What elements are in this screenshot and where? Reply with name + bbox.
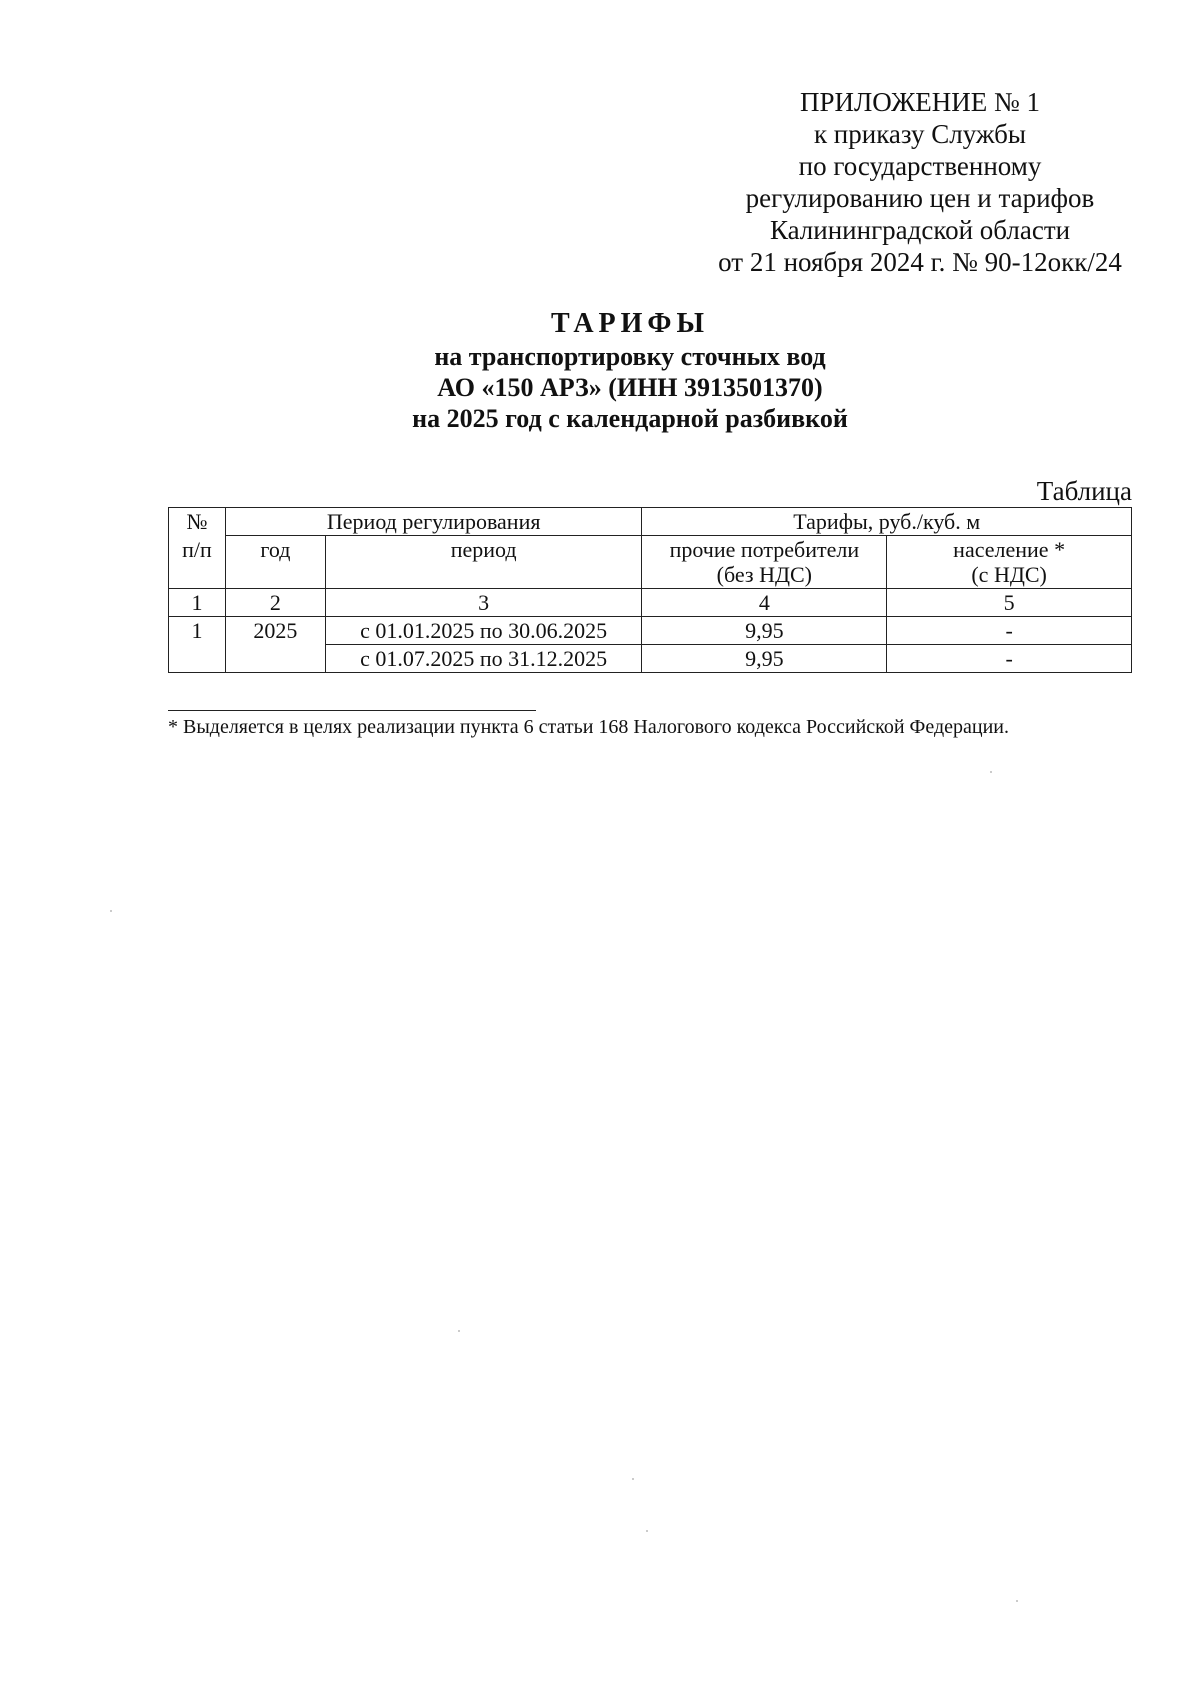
column-number: 4 [642,589,887,617]
appendix-service-line: по государственному [798,151,1042,181]
header-others-line2: (без НДС) [716,562,813,587]
header-num-top: № [169,508,226,536]
appendix-order-date: от 21 ноября 2024 г. № 90-12окк/24 [718,247,1122,277]
appendix-region: Калининградской области [769,215,1071,245]
scan-speck [632,1478,634,1480]
scan-speck [646,1530,648,1532]
scan-speck [990,771,992,773]
scan-speck [458,1330,460,1332]
row-population-tariff: - [887,617,1132,645]
row-num: 1 [169,617,226,645]
header-population-line2: (с НДС) [971,562,1047,587]
header-period-group: Период регулирования [225,508,642,536]
title-main: ТАРИФЫ [551,308,709,339]
header-num-bottom: п/п [169,536,226,589]
row-num [169,645,226,673]
row-period: с 01.07.2025 по 31.12.2025 [325,645,642,673]
title-company: АО «150 АРЗ» (ИНН 3913501370) [437,373,823,402]
header-population [887,536,1132,589]
row-year: 2025 [225,617,325,645]
header-others-line1: прочие потребители [669,537,860,562]
appendix-regulation-line: регулированию цен и тарифов [745,183,1095,213]
column-number: 3 [325,589,642,617]
row-others-tariff: 9,95 [642,617,887,645]
table-header-row-2 [169,536,1132,589]
table-column-numbers-row [169,589,1132,617]
header-year: год [225,536,325,589]
column-number: 1 [169,589,226,617]
row-year [225,645,325,673]
header-tariffs-group: Тарифы, руб./куб. м [642,508,1132,536]
document-title [200,308,1060,434]
table-row [169,645,1132,673]
row-population-tariff: - [887,645,1132,673]
title-subject: на транспортировку сточных вод [434,342,826,371]
header-population-line1: население * [953,537,1066,562]
header-period: период [325,536,642,589]
column-number: 5 [887,589,1132,617]
row-others-tariff: 9,95 [642,645,887,673]
footnote: * Выделяется в целях реализации пункта 6 статьи 168 Налогового кодекса Российской Федерации. [168,716,1010,738]
row-period: с 01.01.2025 по 30.06.2025 [325,617,642,645]
tariffs-table [168,507,1132,673]
appendix-order-ref: к приказу Службы [813,119,1027,149]
table-row [169,617,1132,645]
header-others [642,536,887,589]
column-number: 2 [225,589,325,617]
scan-speck [1016,1600,1018,1602]
footnote-separator [168,710,536,711]
table-header-row-1 [169,508,1132,536]
title-period: на 2025 год с календарной разбивкой [412,404,848,433]
table-caption: Таблица [1036,476,1132,506]
scan-speck [110,910,112,912]
appendix-header [690,86,1150,278]
appendix-number: ПРИЛОЖЕНИЕ № 1 [799,87,1041,117]
